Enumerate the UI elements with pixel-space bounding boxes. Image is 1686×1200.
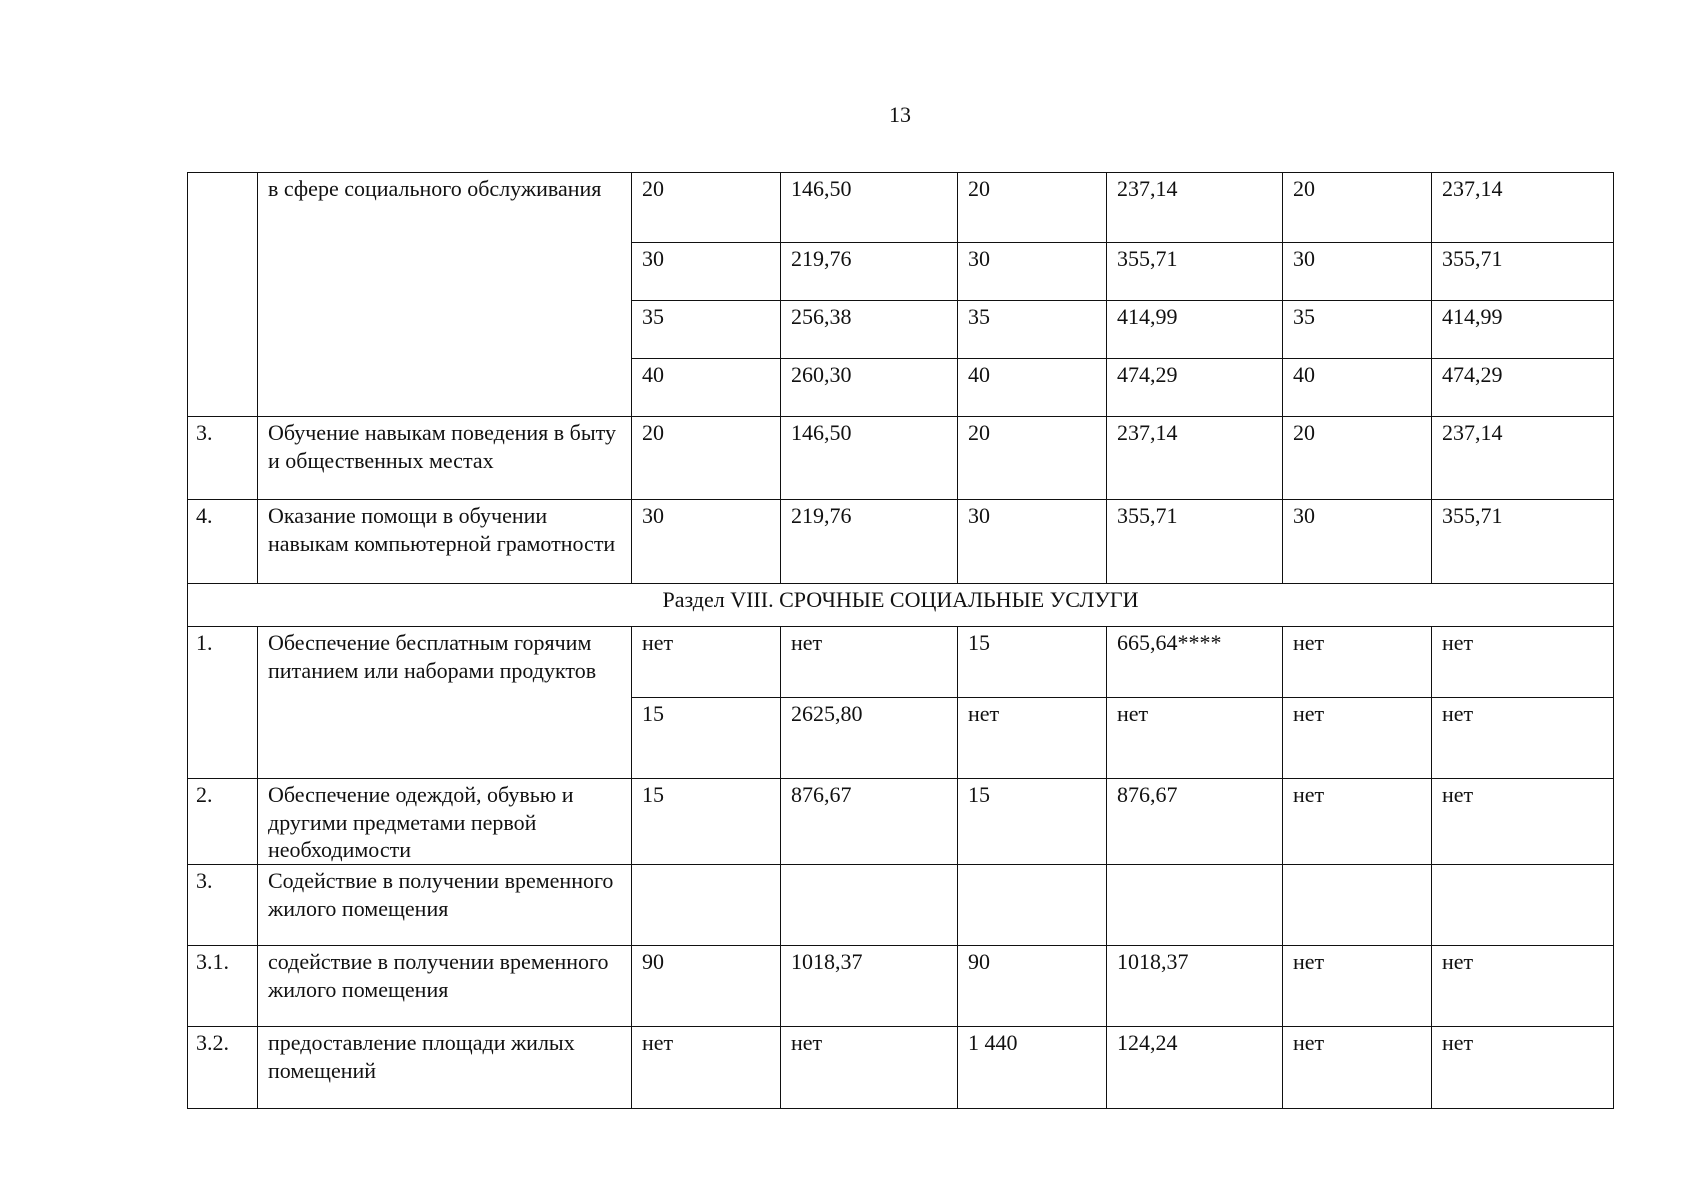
value-cell: 146,50 (781, 417, 958, 500)
table-row (188, 417, 1614, 500)
service-name-cell: Содействие в получении временного жилого помещения (258, 865, 632, 946)
value-cell: 355,71 (1107, 243, 1283, 301)
value-cell: нет (1283, 627, 1432, 698)
value-cell: 20 (632, 417, 781, 500)
value-cell: 30 (1283, 500, 1432, 584)
value-cell (1283, 865, 1432, 946)
value-cell: нет (1283, 1027, 1432, 1109)
table-row (188, 946, 1614, 1027)
value-cell: нет (1432, 779, 1614, 865)
value-cell: нет (1432, 1027, 1614, 1109)
value-cell: нет (781, 627, 958, 698)
table-row (188, 627, 1614, 698)
value-cell: 20 (1283, 417, 1432, 500)
value-cell: 474,29 (1107, 359, 1283, 417)
value-cell: 414,99 (1107, 301, 1283, 359)
value-cell: 15 (632, 698, 781, 779)
value-cell: нет (1107, 698, 1283, 779)
value-cell: 260,30 (781, 359, 958, 417)
value-cell: 30 (632, 243, 781, 301)
row-number-cell: 3.2. (188, 1027, 258, 1109)
row-number-cell: 4. (188, 500, 258, 584)
value-cell: 30 (1283, 243, 1432, 301)
value-cell: 1018,37 (781, 946, 958, 1027)
value-cell: нет (1432, 946, 1614, 1027)
value-cell: 40 (632, 359, 781, 417)
row-number-cell: 2. (188, 779, 258, 865)
table-row (188, 865, 1614, 946)
value-cell: 40 (958, 359, 1107, 417)
value-cell: 237,14 (1432, 173, 1614, 243)
value-cell: 237,14 (1432, 417, 1614, 500)
value-cell: 30 (958, 243, 1107, 301)
row-number-cell: 3. (188, 417, 258, 500)
value-cell: 20 (1283, 173, 1432, 243)
value-cell: нет (781, 1027, 958, 1109)
service-name-cell: Обеспечение одеждой, обувью и другими предметами первой необходимости (258, 779, 632, 865)
value-cell: 15 (958, 779, 1107, 865)
value-cell (781, 865, 958, 946)
value-cell: 355,71 (1107, 500, 1283, 584)
value-cell: 35 (1283, 301, 1432, 359)
section-header-row (188, 584, 1614, 627)
value-cell: 414,99 (1432, 301, 1614, 359)
service-name-cell: Оказание помощи в обучении навыкам компьютерной грамотности (258, 500, 632, 584)
value-cell: 15 (958, 627, 1107, 698)
row-number-cell: 3.1. (188, 946, 258, 1027)
value-cell: 876,67 (781, 779, 958, 865)
value-cell: 237,14 (1107, 417, 1283, 500)
row-number-cell (188, 173, 258, 417)
value-cell: 256,38 (781, 301, 958, 359)
value-cell: 20 (632, 173, 781, 243)
value-cell: 30 (632, 500, 781, 584)
value-cell: нет (958, 698, 1107, 779)
value-cell (1107, 865, 1283, 946)
value-cell: нет (1283, 779, 1432, 865)
value-cell: 35 (632, 301, 781, 359)
value-cell: 30 (958, 500, 1107, 584)
value-cell: нет (1432, 698, 1614, 779)
value-cell: 90 (958, 946, 1107, 1027)
services-table (187, 172, 1614, 1109)
value-cell: 237,14 (1107, 173, 1283, 243)
value-cell: 355,71 (1432, 243, 1614, 301)
value-cell: 876,67 (1107, 779, 1283, 865)
table-row (188, 1027, 1614, 1109)
value-cell: 219,76 (781, 243, 958, 301)
table-row (188, 500, 1614, 584)
value-cell: 1018,37 (1107, 946, 1283, 1027)
value-cell: нет (1432, 627, 1614, 698)
service-name-cell: в сфере социального обслуживания (258, 173, 632, 417)
value-cell: 15 (632, 779, 781, 865)
value-cell: 35 (958, 301, 1107, 359)
service-name-cell: содействие в получении временного жилого помещения (258, 946, 632, 1027)
section-title: Раздел VIII. СРОЧНЫЕ СОЦИАЛЬНЫЕ УСЛУГИ (188, 584, 1614, 627)
value-cell: нет (1283, 698, 1432, 779)
table-row (188, 779, 1614, 865)
value-cell: 2625,80 (781, 698, 958, 779)
value-cell: 146,50 (781, 173, 958, 243)
service-name-cell: Обеспечение бесплатным горячим питанием или наборами продуктов (258, 627, 632, 779)
value-cell (958, 865, 1107, 946)
value-cell: нет (632, 627, 781, 698)
value-cell: 219,76 (781, 500, 958, 584)
row-number-cell: 3. (188, 865, 258, 946)
row-number-cell: 1. (188, 627, 258, 779)
value-cell: 665,64**** (1107, 627, 1283, 698)
value-cell: 20 (958, 173, 1107, 243)
table-row (188, 173, 1614, 243)
page-number: 13 (889, 102, 911, 127)
value-cell: 1 440 (958, 1027, 1107, 1109)
value-cell (632, 865, 781, 946)
value-cell: нет (1283, 946, 1432, 1027)
value-cell: 474,29 (1432, 359, 1614, 417)
value-cell (1432, 865, 1614, 946)
value-cell: 40 (1283, 359, 1432, 417)
value-cell: 355,71 (1432, 500, 1614, 584)
service-name-cell: предоставление площади жилых помещений (258, 1027, 632, 1109)
value-cell: 124,24 (1107, 1027, 1283, 1109)
service-name-cell: Обучение навыкам поведения в быту и общественных местах (258, 417, 632, 500)
value-cell: нет (632, 1027, 781, 1109)
value-cell: 20 (958, 417, 1107, 500)
value-cell: 90 (632, 946, 781, 1027)
